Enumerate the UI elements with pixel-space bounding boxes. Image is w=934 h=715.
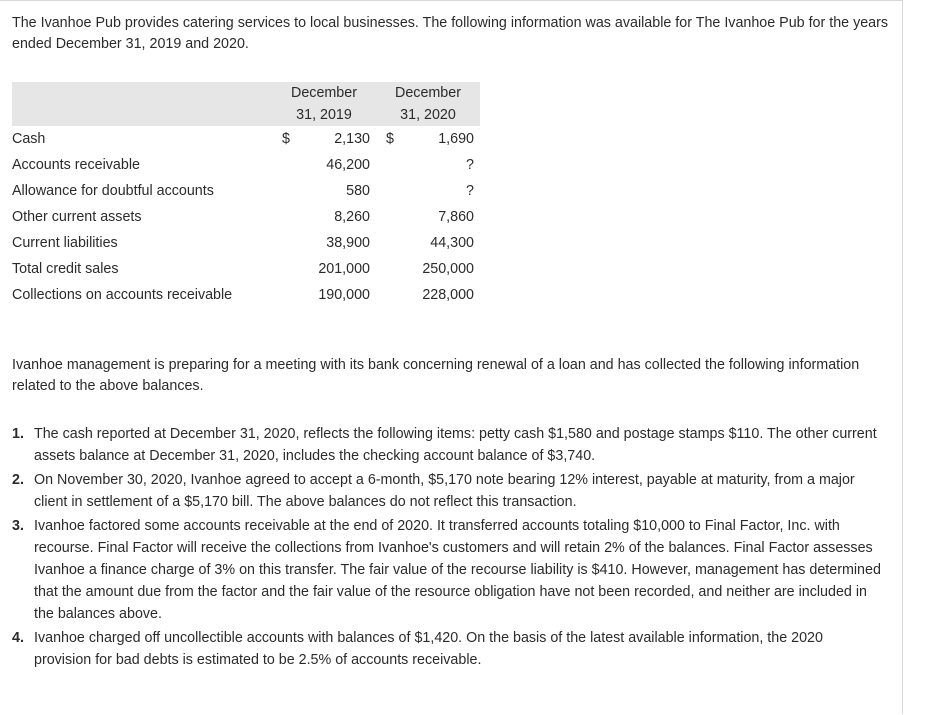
header-2020-sub	[376, 104, 480, 126]
currency-symbol	[382, 261, 386, 277]
table-header-row-2	[12, 104, 480, 126]
header-2019	[272, 82, 376, 104]
currency-symbol	[382, 209, 386, 225]
list-item	[12, 515, 884, 625]
row-label: Accounts receivable	[12, 157, 140, 173]
header-2019-line2: 31, 2019	[296, 107, 352, 123]
cell-2020: 1,690	[438, 131, 474, 147]
item-text: On November 30, 2020, Ivanhoe agreed to accept a 6-month, $5,170 note bearing 12% interest, payable at maturity, from a major client in settlement of a $5,170 bill. The above balances do not reflect this transaction.	[34, 472, 855, 510]
currency-symbol: $	[282, 131, 290, 147]
table-row	[12, 178, 480, 204]
item-text: Ivanhoe charged off uncollectible accounts with balances of $1,420. On the basis of the latest available information, the 2020 provision for bad debts is estimated to be 2.5% of accounts receivable.	[34, 630, 823, 668]
header-2020	[376, 82, 480, 104]
row-label: Allowance for doubtful accounts	[12, 183, 214, 199]
cell-2020: 250,000	[422, 261, 474, 277]
table-row	[12, 204, 480, 230]
row-label: Current liabilities	[12, 235, 118, 251]
list-item	[12, 423, 884, 467]
item-text: The cash reported at December 31, 2020, reflects the following items: petty cash $1,580 and postage stamps $110. The other current assets balance at December 31, 2020, includes the checking account balance of $3,740.	[34, 426, 877, 464]
financial-table	[12, 82, 480, 308]
header-2020-line2: 31, 2020	[400, 107, 456, 123]
header-2019-line1: December	[291, 85, 357, 101]
item-number: 4.	[12, 630, 24, 646]
item-number: 3.	[12, 518, 24, 534]
cell-2020: ?	[466, 183, 474, 199]
information-list	[12, 423, 884, 673]
intro-paragraph: The Ivanhoe Pub provides catering services to local businesses. The following information was available for The Ivanhoe Pub for the years ended December 31, 2019 and 2020.	[12, 15, 889, 52]
header-blank-2	[12, 104, 272, 126]
table-row	[12, 126, 480, 152]
currency-symbol	[278, 261, 282, 277]
currency-symbol	[278, 287, 282, 303]
table-row	[12, 282, 480, 308]
cell-2019: 2,130	[334, 131, 370, 147]
currency-symbol	[382, 287, 386, 303]
table-row	[12, 230, 480, 256]
cell-2019: 190,000	[318, 287, 370, 303]
list-item	[12, 627, 884, 671]
cell-2019: 580	[346, 183, 370, 199]
header-blank	[12, 82, 272, 104]
row-label: Total credit sales	[12, 261, 119, 277]
cell-2019: 38,900	[326, 235, 370, 251]
currency-symbol	[278, 209, 282, 225]
currency-symbol	[278, 183, 282, 199]
currency-symbol: $	[386, 131, 394, 147]
cell-2020: 7,860	[438, 209, 474, 225]
header-2020-line1: December	[395, 85, 461, 101]
row-label: Other current assets	[12, 209, 142, 225]
currency-symbol	[278, 235, 282, 251]
cell-2020: ?	[466, 157, 474, 173]
table-header-row	[12, 82, 480, 104]
header-2019-sub	[272, 104, 376, 126]
cell-2019: 201,000	[318, 261, 370, 277]
row-label: Cash	[12, 131, 46, 147]
currency-symbol	[382, 157, 386, 173]
table-row	[12, 152, 480, 178]
table-row	[12, 256, 480, 282]
cell-2020: 228,000	[422, 287, 474, 303]
item-number: 2.	[12, 472, 24, 488]
list-item	[12, 469, 884, 513]
cell-2019: 46,200	[326, 157, 370, 173]
context-paragraph: Ivanhoe management is preparing for a meeting with its bank concerning renewal of a loan and has collected the following information related to the above balances.	[12, 357, 860, 394]
item-number: 1.	[12, 426, 24, 442]
item-text: Ivanhoe factored some accounts receivable at the end of 2020. It transferred accounts totaling $10,000 to Final Factor, Inc. with recourse. Final Factor will receive the collections from Ivanhoe's customers and will retain 2% of the balances. Final Factor assesses Ivanhoe a finance charge of 3% on this transfer. The fair value of the recourse liability is $410. However, management has determined that the amount due from the factor and the fair value of the resource obligation have not been recorded, and neither are included in the balances above.	[34, 518, 881, 622]
currency-symbol	[382, 183, 386, 199]
row-label: Collections on accounts receivable	[12, 287, 233, 303]
cell-2019: 8,260	[334, 209, 370, 225]
currency-symbol	[382, 235, 386, 251]
cell-2020: 44,300	[430, 235, 474, 251]
currency-symbol	[278, 157, 282, 173]
